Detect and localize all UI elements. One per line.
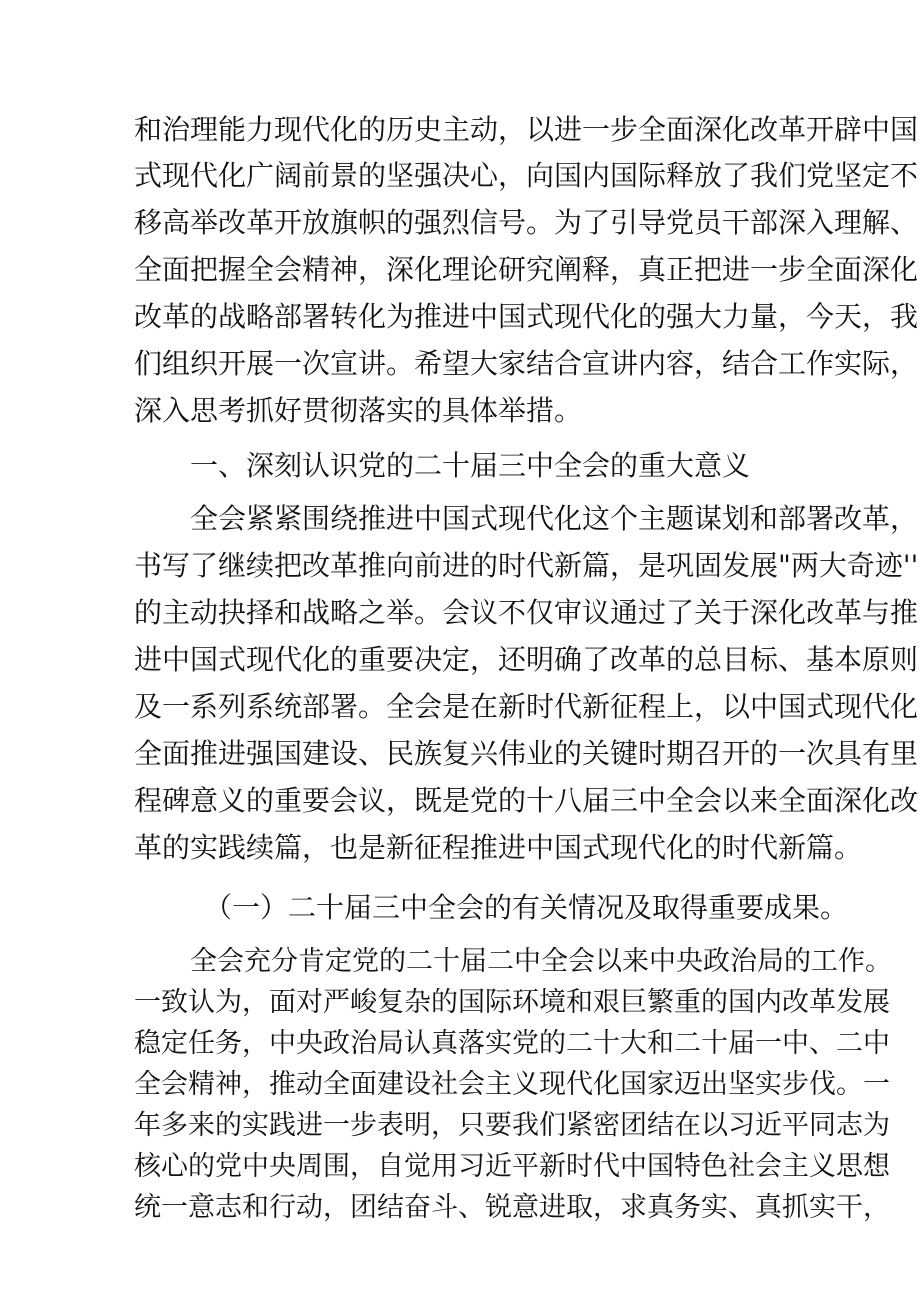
paragraph-line: 核心的党中央周围，自觉用习近平新时代中国特色社会主义思想	[134, 1151, 890, 1182]
paragraph-line: 式现代化广阔前景的坚强决心，向国内国际释放了我们党坚定不	[134, 159, 919, 192]
paragraph-line: 们组织开展一次宣讲。希望大家结合宣讲内容，结合工作实际，	[134, 347, 919, 380]
paragraph-line: 全会充分肯定党的二十届二中全会以来中央政治局的工作。	[190, 946, 892, 977]
paragraph-line: 改革的战略部署转化为推进中国式现代化的强大力量，今天，我	[134, 300, 919, 333]
section-heading: 一、深刻认识党的二十届三中全会的重大意义	[190, 449, 751, 482]
paragraph-line: 全会紧紧围绕推进中国式现代化这个主题谋划和部署改革，	[190, 502, 919, 535]
paragraph-line: 全会精神，推动全面建设社会主义现代化国家迈出坚实步伐。一	[134, 1069, 890, 1100]
paragraph-line: 深入思考抓好贯彻落实的具体举措。	[134, 394, 583, 427]
paragraph-line: 稳定任务，中央政治局认真落实党的二十大和二十届一中、二中	[134, 1028, 890, 1059]
paragraph-line: 一致认为，面对严峻复杂的国际环境和艰巨繁重的国内改革发展	[134, 987, 890, 1018]
paragraph-line: 移高举改革开放旗帜的强烈信号。为了引导党员干部深入理解、	[134, 206, 919, 239]
paragraph-line: 革的实践续篇，也是新征程推进中国式现代化的时代新篇。	[134, 831, 863, 864]
paragraph-line: 年多来的实践进一步表明，只要我们紧密团结在以习近平同志为	[134, 1110, 890, 1141]
subsection-heading: （一）二十届三中全会的有关情况及取得重要成果。	[204, 891, 849, 924]
paragraph-line: 统一意志和行动，团结奋斗、锐意进取，求真务实、真抓实干，	[134, 1192, 890, 1223]
paragraph-line: 进中国式现代化的重要决定，还明确了改革的总目标、基本原则	[134, 643, 919, 676]
paragraph-line: 和治理能力现代化的历史主动，以进一步全面深化改革开辟中国	[134, 113, 919, 146]
paragraph-line: 及一系列系统部署。全会是在新时代新征程上，以中国式现代化	[134, 690, 919, 723]
paragraph-line: 程碑意义的重要会议，既是党的十八届三中全会以来全面深化改	[134, 784, 919, 817]
paragraph-line: 全面推进强国建设、民族复兴伟业的关键时期召开的一次具有里	[134, 737, 919, 770]
paragraph-line: 书写了继续把改革推向前进的时代新篇，是巩固发展"两大奇迹''	[134, 549, 919, 582]
paragraph-line: 的主动抉择和战略之举。会议不仅审议通过了关于深化改革与推	[134, 596, 919, 629]
paragraph-line: 全面把握全会精神，深化理论研究阐释，真正把进一步全面深化	[134, 253, 919, 286]
